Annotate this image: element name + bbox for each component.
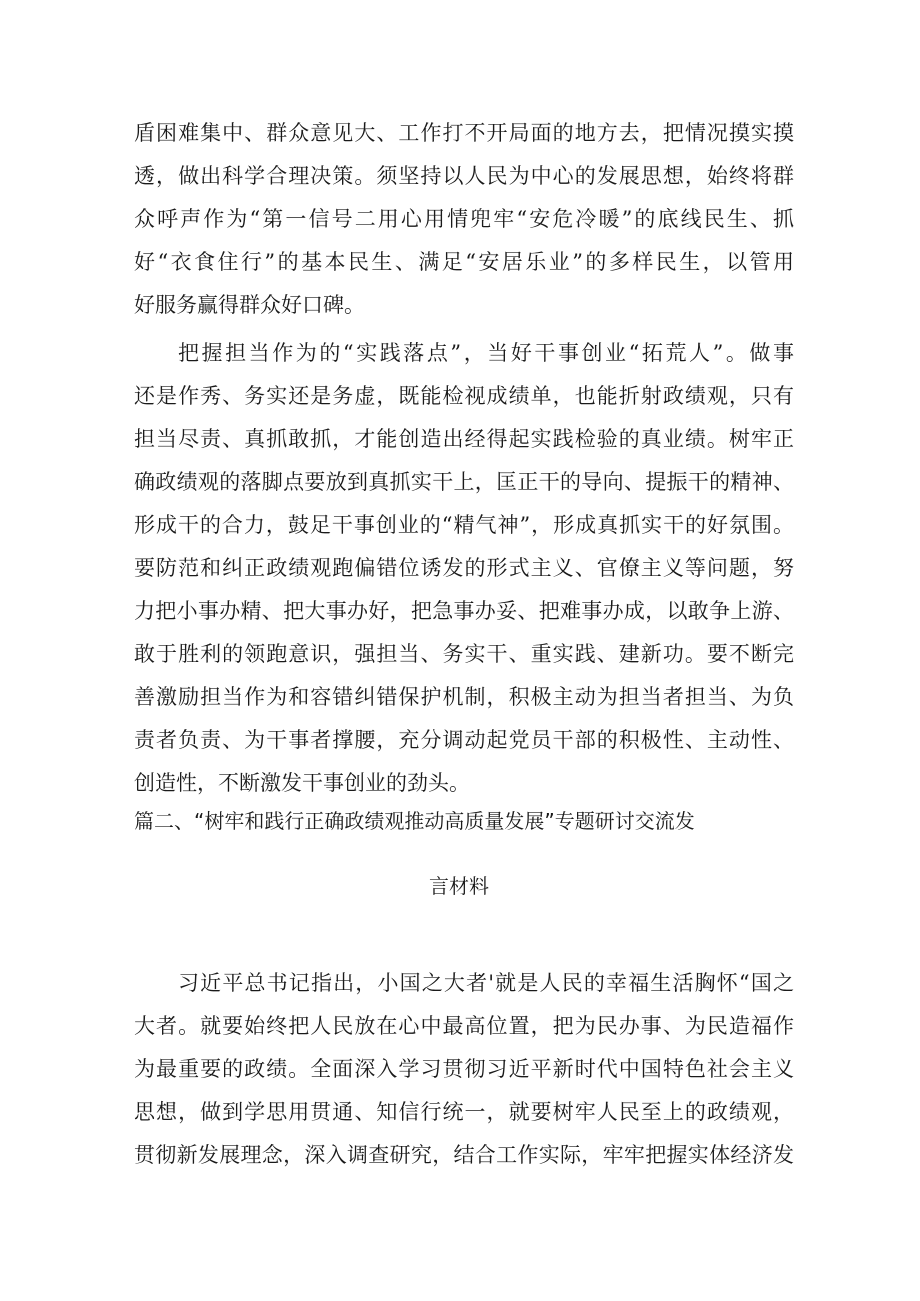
paragraph-line: 把握担当作为的“实践落点”，当好干事创业“拓荒人”。做事 [178, 341, 794, 365]
paragraph-line: 担当尽责、真抓敢抓，才能创造出经得起实践检验的真业绩。树牢正 [134, 427, 794, 451]
paragraph-line: 形成干的合力，鼓足干事创业的“精气神”，形成真抓实干的好氛围。 [134, 513, 794, 537]
section-heading-line-1: 篇二、“树牢和践行正确政绩观推动高质量发展”专题研讨交流发 [134, 809, 695, 833]
paragraph-line: 还是作秀、务实还是务虚，既能检视成绩单，也能折射政绩观，只有 [134, 384, 794, 408]
paragraph-line: 善激励担当作为和容错纠错保护机制，积极主动为担当者担当、为负 [134, 685, 794, 709]
paragraph-line: 为最重要的政绩。全面深入学习贯彻习近平新时代中国特色社会主义 [134, 1057, 794, 1081]
paragraph-line: 敢于胜利的领跑意识，强担当、务实干、重实践、建新功。要不断完 [134, 642, 794, 666]
paragraph-line: 力把小事办精、把大事办好，把急事办妥、把难事办成，以敢争上游、 [134, 599, 794, 623]
section-heading-line-2: 言材料 [429, 874, 489, 898]
paragraph-line: 思想，做到学思用贯通、知信行统一，就要树牢人民至上的政绩观， [134, 1100, 794, 1124]
paragraph-line: 盾困难集中、群众意见大、工作打不开局面的地方去，把情况摸实摸 [134, 121, 794, 145]
paragraph-line: 习近平总书记指出，小国之大者'就是人民的幸福生活胸怀“国之 [178, 971, 794, 995]
paragraph-line: 透，做出科学合理决策。须坚持以人民为中心的发展思想，始终将群 [134, 164, 794, 188]
paragraph-line: 好“衣食住行”的基本民生、满足“安居乐业”的多样民生，以管用 [134, 250, 794, 274]
paragraph-line: 大者。就要始终把人民放在心中最高位置，把为民办事、为民造福作 [134, 1014, 794, 1038]
paragraph-line: 要防范和纠正政绩观跑偏错位诱发的形式主义、官僚主义等问题，努 [134, 556, 794, 580]
paragraph-line: 好服务赢得群众好口碑。 [134, 293, 365, 317]
paragraph-line: 众呼声作为“第一信号二用心用情兜牢“安危冷暖”的底线民生、抓 [134, 207, 794, 231]
paragraph-line: 贯彻新发展理念，深入调查研究，结合工作实际，牢牢把握实体经济发 [134, 1143, 794, 1167]
paragraph-line: 责者负责、为干事者撑腰，充分调动起党员干部的积极性、主动性、 [134, 728, 794, 752]
paragraph-line: 创造性，不断激发干事创业的劲头。 [134, 771, 470, 795]
paragraph-line: 确政绩观的落脚点要放到真抓实干上，匡正干的导向、提振干的精神、 [134, 470, 794, 494]
